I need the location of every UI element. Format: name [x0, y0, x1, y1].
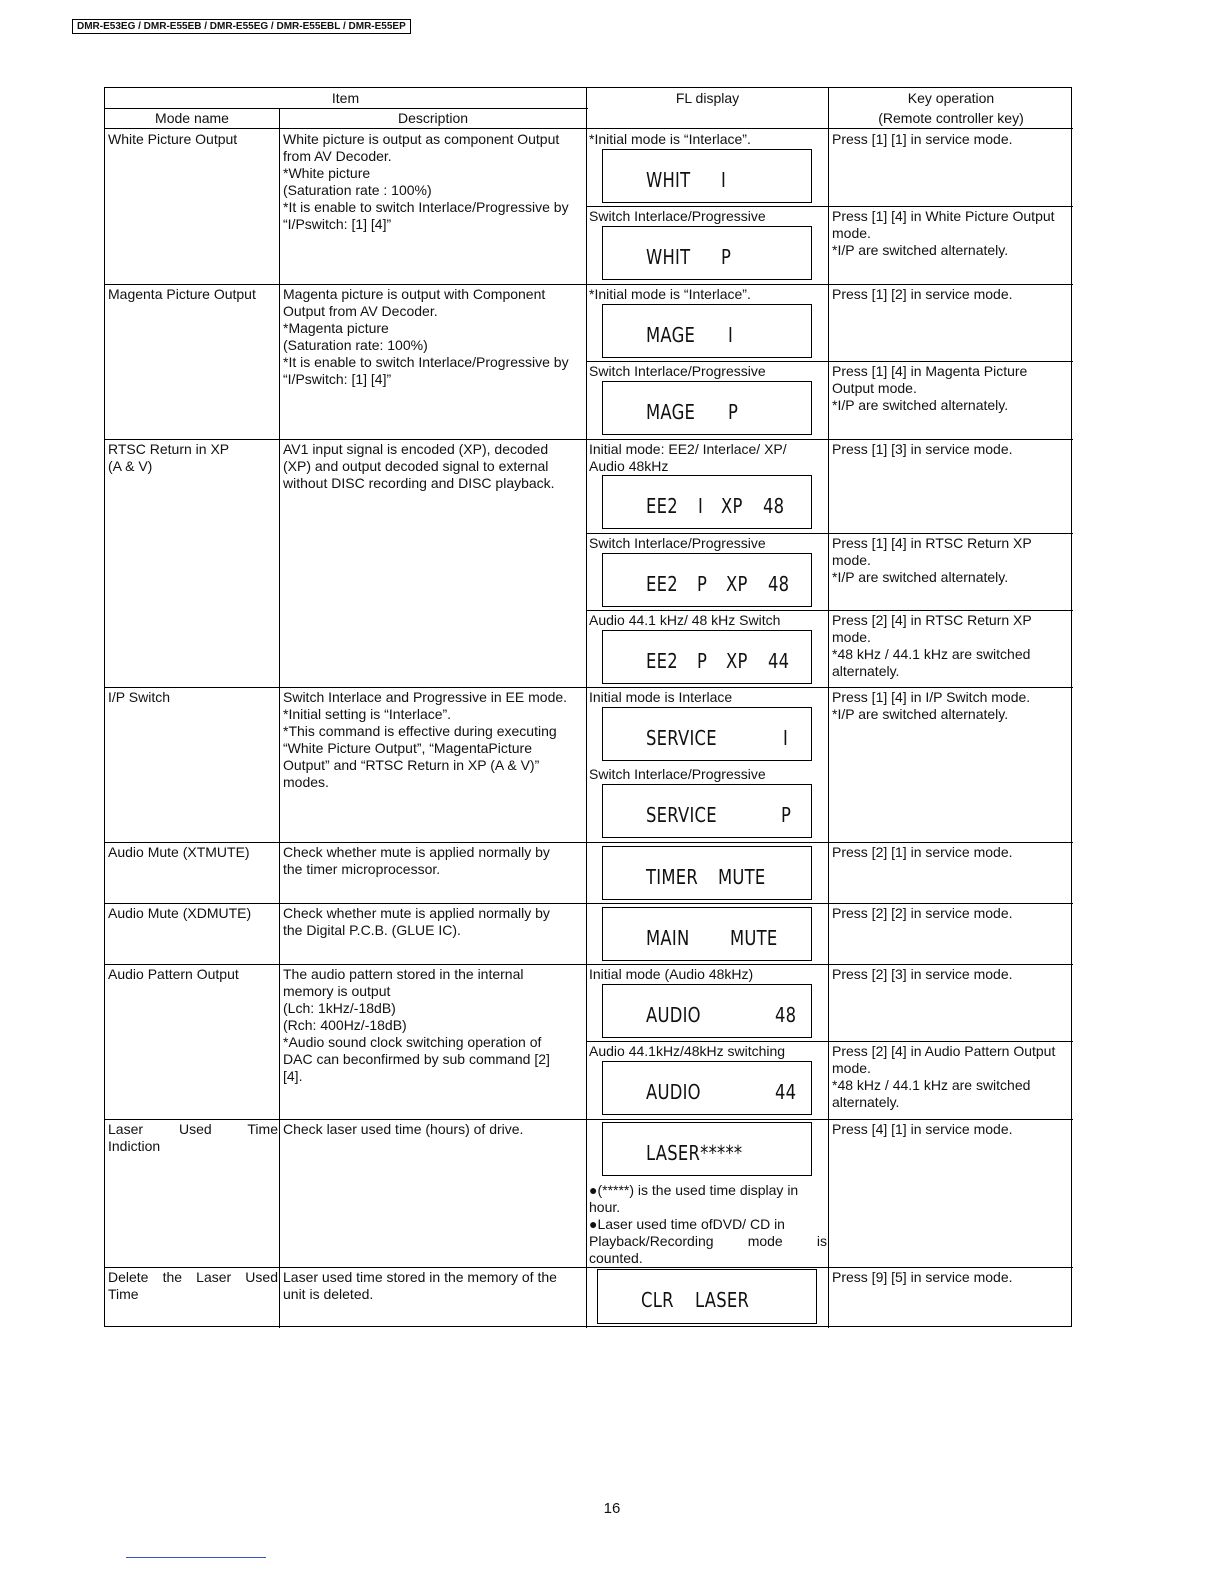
- key-operation: Press [1] [4] in White Picture Output mode. *I/P are switched alternately.: [832, 208, 1055, 258]
- fl-display-box: MAIN MUTE: [602, 907, 812, 961]
- fl-display-box: MAGE I: [602, 304, 812, 358]
- fl-display-box: MAGE P: [602, 381, 812, 435]
- description: The audio pattern stored in the internal memory is output (Lch: 1kHz/-18dB) (Rch: 400Hz/-18dB) *Audio sound clock switching operation of DAC can beconfirmed by sub command [2] [4].: [283, 966, 550, 1084]
- key-operation: Press [1] [4] in I/P Switch mode. *I/P are switched alternately.: [832, 689, 1031, 722]
- rule: [105, 842, 1073, 843]
- mode-name: Magenta Picture Output: [108, 286, 256, 302]
- key-operation: Press [2] [4] in Audio Pattern Output mode. *48 kHz / 44.1 kHz are switched alternately.: [832, 1043, 1056, 1110]
- key-operation: Press [2] [2] in service mode.: [832, 905, 1013, 921]
- mode-name: White Picture Output: [108, 131, 238, 147]
- mode-name: Delete the Laser Used Time: [108, 1269, 278, 1302]
- description: Check laser used time (hours) of drive.: [283, 1121, 524, 1137]
- description: White picture is output as component Output from AV Decoder. *White picture (Saturation rate : 100%) *It is enable to switch Interlace/Progressive by “I/Pswitch: [1] [4]”: [283, 131, 569, 232]
- header-remote-key: (Remote controller key): [878, 110, 1024, 126]
- header-mode-name: Mode name: [155, 110, 229, 126]
- page-number: 16: [603, 1500, 621, 1517]
- mode-name: RTSC Return in XP (A & V): [108, 441, 230, 474]
- fl-note: Switch Interlace/Progressive: [589, 363, 766, 379]
- description: AV1 input signal is encoded (XP), decoded (XP) and output decoded signal to external without DISC recording and DISC playback.: [283, 441, 555, 491]
- fl-note: *Initial mode is “Interlace”.: [589, 286, 751, 302]
- fl-display-box: AUDIO 48: [602, 984, 812, 1038]
- fl-display-box: TIMER MUTE: [602, 846, 812, 900]
- mode-name: I/P Switch: [108, 689, 170, 705]
- rule: [587, 206, 1073, 207]
- rule: [587, 533, 1073, 534]
- rule: [105, 687, 1073, 688]
- fl-display-box: LASER*****: [602, 1122, 812, 1176]
- header-item: Item: [331, 90, 360, 106]
- key-operation: Press [4] [1] in service mode.: [832, 1121, 1013, 1137]
- key-operation: Press [2] [4] in RTSC Return XP mode. *48 kHz / 44.1 kHz are switched alternately.: [832, 612, 1032, 679]
- key-operation: Press [2] [3] in service mode.: [832, 966, 1013, 982]
- rule: [279, 108, 280, 1328]
- model-header: DMR-E53EG / DMR-E55EB / DMR-E55EG / DMR-E55EBL / DMR-E55EP: [72, 19, 411, 34]
- rule: [586, 88, 587, 1328]
- fl-display-box: EE2 P XP 44: [602, 630, 812, 684]
- fl-note: Initial mode is Interlace: [589, 689, 733, 705]
- fl-notes: ●(*****) is the used time display in hour. ●Laser used time ofDVD/ CD in Playback/Recording mode is counted.: [589, 1182, 827, 1266]
- mode-name: Laser Used Time Indiction: [108, 1121, 278, 1154]
- rule: [587, 361, 1073, 362]
- mode-name: Audio Mute (XTMUTE): [108, 844, 250, 860]
- key-operation: Press [1] [2] in service mode.: [832, 286, 1013, 302]
- rule: [105, 439, 1073, 440]
- fl-display-box: EE2 P XP 48: [602, 553, 812, 607]
- fl-note: Switch Interlace/Progressive: [589, 535, 766, 551]
- fl-note: Switch Interlace/Progressive: [589, 208, 766, 224]
- key-operation: Press [1] [4] in RTSC Return XP mode. *I/P are switched alternately.: [832, 535, 1032, 585]
- rule: [105, 108, 588, 109]
- description: Magenta picture is output with Component Output from AV Decoder. *Magenta picture (Saturation rate: 100%) *It is enable to switch Interlace/Progressive by “I/Pswitch: [1] [4]”: [283, 286, 569, 387]
- rule: [105, 1267, 1073, 1268]
- rule: [828, 88, 829, 1328]
- description: Check whether mute is applied normally by the timer microprocessor.: [283, 844, 550, 877]
- fl-note: Initial mode (Audio 48kHz): [589, 966, 754, 982]
- rule: [105, 964, 1073, 965]
- key-operation: Press [9] [5] in service mode.: [832, 1269, 1013, 1285]
- header-description: Description: [397, 110, 469, 126]
- fl-note: Initial mode: EE2/ Interlace/ XP/ Audio 48kHz: [589, 441, 787, 474]
- key-operation: Press [2] [1] in service mode.: [832, 844, 1013, 860]
- fl-display-box: WHIT P: [602, 226, 812, 280]
- key-operation: Press [1] [4] in Magenta Picture Output mode. *I/P are switched alternately.: [832, 363, 1028, 413]
- fl-note: *Initial mode is “Interlace”.: [589, 131, 751, 147]
- rule: [105, 284, 1073, 285]
- mode-name: Audio Pattern Output: [108, 966, 239, 982]
- fl-note: Audio 44.1 kHz/ 48 kHz Switch: [589, 612, 781, 628]
- fl-note: Switch Interlace/Progressive: [589, 766, 766, 782]
- service-mode-table: [104, 87, 1072, 1327]
- footer-link-underline: [126, 1557, 266, 1558]
- description: Laser used time stored in the memory of the unit is deleted.: [283, 1269, 557, 1302]
- header-fl-display: FL display: [675, 90, 740, 106]
- description: Switch Interlace and Progressive in EE mode. *Initial setting is “Interlace”. *This command is effective during executing “White Picture Output”, “MagentaPicture Output” and “RTSC Return in XP (A & V)” modes.: [283, 689, 568, 790]
- rule: [105, 1119, 1073, 1120]
- key-operation: Press [1] [1] in service mode.: [832, 131, 1013, 147]
- rule: [105, 128, 1073, 129]
- description: Check whether mute is applied normally by the Digital P.C.B. (GLUE IC).: [283, 905, 550, 938]
- fl-display-box: CLR LASER: [597, 1269, 817, 1324]
- fl-display-box: EE2 I XP 48: [602, 475, 812, 529]
- key-operation: Press [1] [3] in service mode.: [832, 441, 1013, 457]
- fl-display-box: SERVICE P: [602, 784, 812, 838]
- mode-name: Audio Mute (XDMUTE): [108, 905, 252, 921]
- header-key-operation: Key operation: [907, 90, 995, 106]
- fl-display-box: AUDIO 44: [602, 1061, 812, 1115]
- rule: [587, 610, 1073, 611]
- fl-display-box: WHIT I: [602, 149, 812, 203]
- fl-display-box: SERVICE I: [602, 707, 812, 761]
- rule: [587, 1041, 1073, 1042]
- fl-note: Audio 44.1kHz/48kHz switching: [589, 1043, 786, 1059]
- rule: [105, 903, 1073, 904]
